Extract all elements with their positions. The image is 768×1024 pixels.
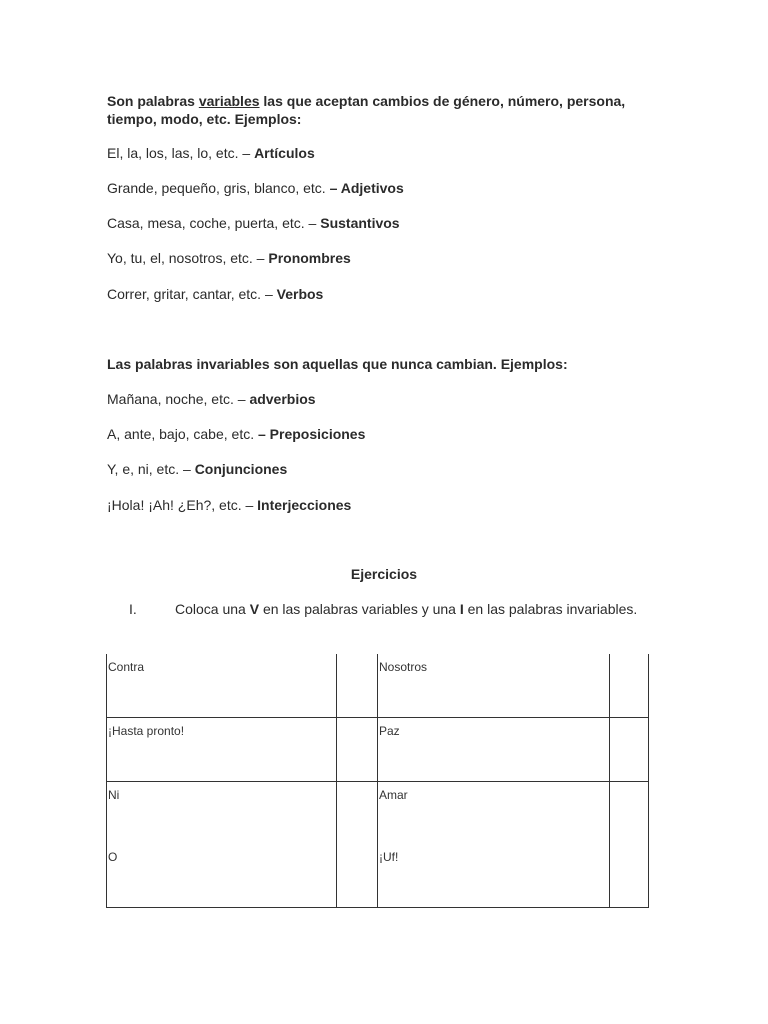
example-line: Casa, mesa, coche, puerta, etc. – Sustantivos [107, 215, 400, 231]
answer-cell[interactable] [610, 717, 649, 781]
underlined-word: variables [198, 93, 260, 109]
example-line: Y, e, ni, etc. – Conjunciones [107, 461, 288, 477]
word-cell: Nosotros [378, 654, 610, 717]
table-row [107, 654, 649, 717]
example-line: Yo, tu, el, nosotros, etc. – Pronombres [107, 250, 351, 266]
intro-text: Son palabras [107, 93, 199, 109]
example-line: A, ante, bajo, cabe, etc. – Preposiciones [107, 426, 366, 442]
variables-intro-line1 [107, 92, 625, 110]
exercise-table [106, 654, 649, 908]
answer-cell[interactable] [337, 781, 378, 907]
answer-cell[interactable] [337, 654, 378, 717]
example-line: ¡Hola! ¡Ah! ¿Eh?, etc. – Interjecciones [107, 497, 352, 513]
variables-intro-line2: tiempo, modo, etc. Ejemplos: [107, 111, 302, 127]
answer-cell[interactable] [337, 717, 378, 781]
table-row [107, 717, 649, 781]
word-cell: Ni O [107, 781, 337, 907]
exercise-number: I. [129, 601, 137, 617]
example-line: Correr, gritar, cantar, etc. – Verbos [107, 286, 324, 302]
table-row [107, 781, 649, 907]
word-cell: Amar ¡Uf! [378, 781, 610, 907]
intro-text-cont: las que aceptan cambios de género, número, persona, [259, 93, 626, 109]
exercise-instruction: Coloca una V en las palabras variables y una I en las palabras invariables. [175, 601, 638, 617]
example-line: Mañana, noche, etc. – adverbios [107, 391, 316, 407]
invariables-intro: Las palabras invariables son aquellas que nunca cambian. Ejemplos: [107, 356, 568, 372]
word-cell: Contra [107, 654, 337, 717]
example-line: El, la, los, las, lo, etc. – Artículos [107, 145, 315, 161]
example-line: Grande, pequeño, gris, blanco, etc. – Adjetivos [107, 180, 404, 196]
answer-cell[interactable] [610, 781, 649, 907]
answer-cell[interactable] [610, 654, 649, 717]
exercises-title: Ejercicios [350, 566, 418, 582]
word-cell: Paz [378, 717, 610, 781]
word-cell: ¡Hasta pronto! [107, 717, 337, 781]
